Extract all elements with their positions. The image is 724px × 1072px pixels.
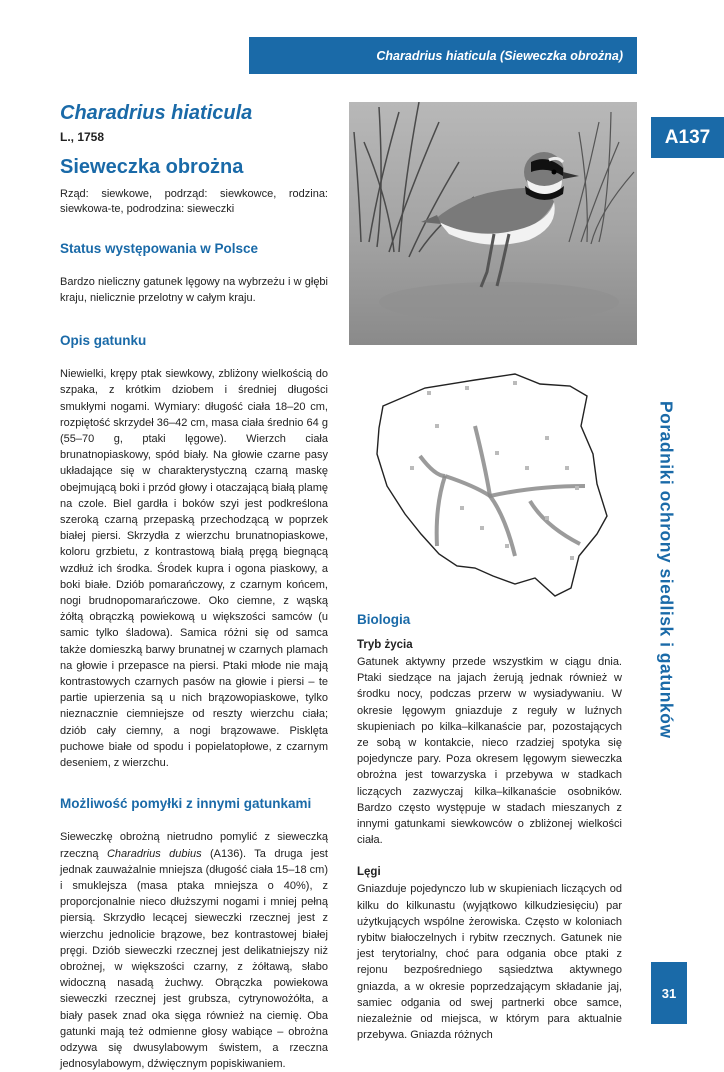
page-number: 31 xyxy=(651,962,687,1024)
confusion-text-1: Sieweczkę obrożną nietrudno pomylić z sieweczką rzeczną xyxy=(60,831,328,860)
confusion-heading: Możliwość pomyłki z innymi gatunkami xyxy=(60,796,312,812)
status-text: Bardzo nieliczny gatunek lęgowy na wybrzeżu i w głębi kraju, nielicznie przelotny w całym kraju. xyxy=(60,275,328,305)
life-heading: Tryb życia xyxy=(357,639,413,651)
taxonomy-text: Rząd: siewkowe, podrząd: siewkowce, rodzina: siewkowa-te, podrodzina: sieweczki xyxy=(60,188,328,216)
species-author: L., 1758 xyxy=(60,130,105,144)
distribution-map xyxy=(365,366,620,611)
plover-icon xyxy=(349,102,637,345)
confusion-text-2: (A136). Ta druga jest jednak zauważalnie mniejsza (długość ciała 15–18 cm) i smuklejsza (masa ptaka mniejsza o 40%), z proporcjonalnie nieco dłuższymi nogami i mniej pełną piersią. Skrzydło lecącej sieweczki rzecznej jest z wierzchu jednolicie brązowe, bez kontrastowej białej pręgi. Dziób sieweczki rzecznej jest delikatniejszy niż obrożnej, w większości czarny, z żółtawą, słabo widoczną nasadą żuchwy. Obrączka powiekowa sieweczki rzecznej jest grubsza, cytrynowożółta, a biały pasek znad oka sięga również na ciemię. Oba gatunki mają też odmienne głosy wabiące – obrożna odzywa się dwusylabowym świstem, a rzeczna jednosylabowym, dźwięcznym popiskiwaniem. xyxy=(60,847,328,1071)
bird-illustration xyxy=(349,102,637,345)
left-column xyxy=(60,100,328,1072)
species-latin-name: Charadrius hiaticula xyxy=(60,102,253,124)
poland-map-icon xyxy=(365,366,620,611)
breeding-text: Gniazduje pojedynczo lub w skupieniach liczących od kilku do kilkunastu (wyjątkowo kilkudziesięciu) par użytkujących wspólne żerowiska. Często w koloniach rybitw białoczelnych i rybitw rzecznych. Gatunek nie jest terytorialny, choć para odgania obce ptaki z rejonu bezpośredniego sąsiedztwa aktywnego gniazda, a w okresie poprzedzającym składanie jaj, samiec odgania od swej partnerki obce samce, niezależnie od miejsca, w którym para aktualnie przebywa. Gniazda różnych xyxy=(357,883,622,1042)
running-title: Charadrius hiaticula (Sieweczka obrożna) xyxy=(376,48,623,63)
description-heading: Opis gatunku xyxy=(60,333,147,349)
life-text: Gatunek aktywny przede wszystkim w ciągu dnia. Ptaki siedzące na jajach żerują jednak również w środku nocy, podczas przerw w wysiadywaniu. W okresie lęgowym gniazduje z reguły w luźnych skupieniach po kilka–kilkanaście par, pozostających ze sobą w kontakcie, nieco rzadziej spotyka się pojedyncze pary. Poza okresem lęgowym sieweczka obrożna jest towarzyska i przebywa w stadkach liczących zazwyczaj kilka–kilkanaście osobników. Bardzo często występuje w stadach mieszanych z innymi gatunkami siewkowców o zbliżonej wielkości ciała. xyxy=(357,656,622,847)
biology-heading: Biologia xyxy=(357,612,411,627)
confusion-species: Charadrius dubius xyxy=(106,847,202,860)
confusion-text xyxy=(60,829,328,1072)
description-text: Niewielki, krępy ptak siewkowy, zbliżony wielkością do szpaka, z krótkim dziobem i średniej długości smukłymi nogami. Wymiary: długość ciała 18–20 cm, rozpiętość skrzydeł 36–42 cm, masa ciała średnio 64 g (55–70 g, ptaki lęgowe). Wierzch ciała brunatnopiaskowy, spód biały. Na głowie czarne pasy układające się w charakterystyczną czarną maskę obejmującą boki i przód głowy i otaczającą białą plamę na czole. Biel gardła i boków szyi jest podkreślona szeroką czarną przepaską przechodzącą w poprzek białej piersi. Skrzydła z wierzchu brunatnopiaskowe, koloru grzbietu, z kontrastową białą pręgą biegnącą wzdłuż ich środka. Środek kupra i ogona piaskowy, a boki białe. Dziób pomarańczowy, z czarnym końcem, nogi brudnopomarańczowe. Oko ciemne, z wąską żółtą obrączką powiekową u większości samców (u samic tylko śladowa). Samica różni się od samca także domieszką barwy brunatnej w czarnych plamach na głowie i przepasce na piersi. Ptaki młode nie mają kontrastowych czarnych pasów na głowie i piersi – te partie upierzenia są u nich brązowopiaskowe, tylko nieznacznie ciemniejsze od reszty wierzchu ciała; dziób cały ciemny, a nogi brązowawe. Pisklęta puchowe białe od spodu i popielatopłowe, z czarnym deseniem, z wierzchu. xyxy=(60,368,328,770)
species-polish-name: Sieweczka obrożna xyxy=(60,156,244,178)
breeding-heading: Lęgi xyxy=(357,866,381,879)
running-header xyxy=(249,37,637,74)
side-label-container xyxy=(648,365,684,775)
species-code-tab: A137 xyxy=(651,117,724,158)
status-heading: Status występowania w Polsce xyxy=(60,240,259,256)
side-label: Poradniki ochrony siedlisk i gatunków xyxy=(656,401,677,739)
right-column xyxy=(357,611,622,1043)
